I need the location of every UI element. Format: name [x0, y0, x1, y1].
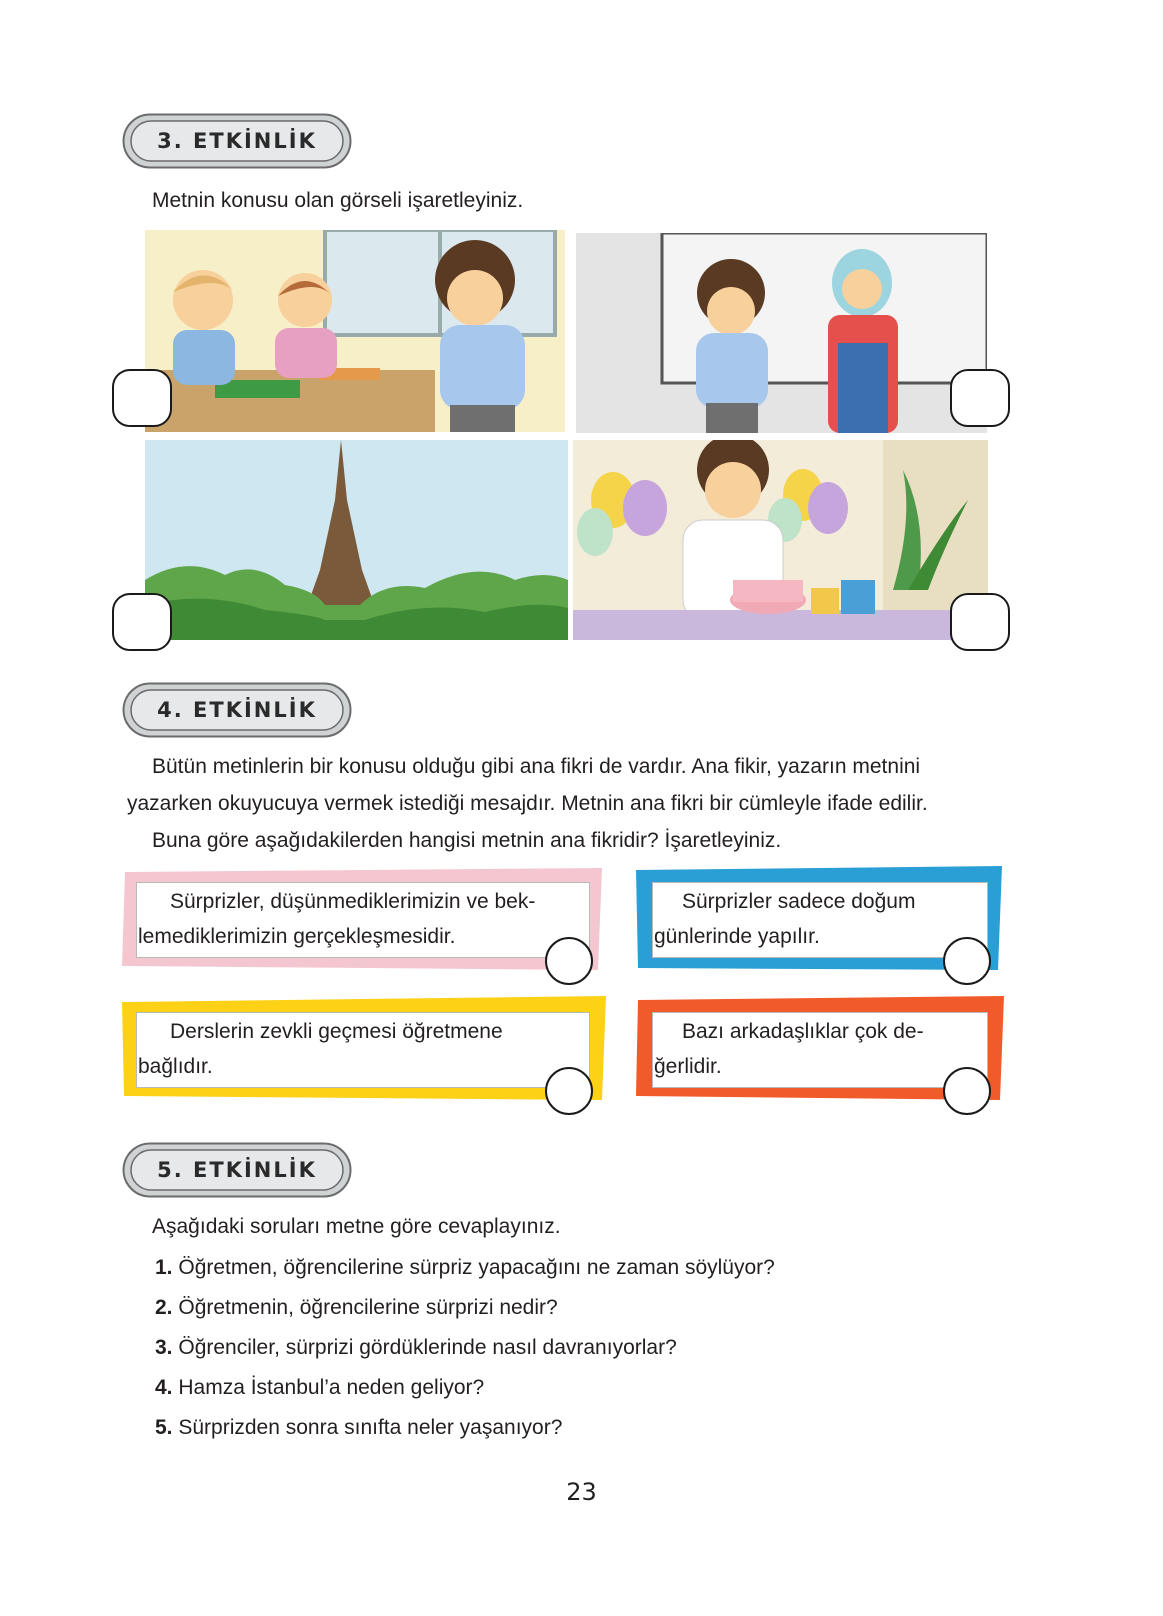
- option-1-line-1: Sürprizler, düşünmediklerimizin ve bek-: [170, 890, 536, 913]
- birthday-checkbox[interactable]: [950, 593, 1010, 651]
- activity3-badge-label: 3. ETKİNLİK: [157, 129, 317, 153]
- image-birthday-party: [573, 440, 988, 640]
- question-2: 2. Öğretmenin, öğrencilerine sürprizi nedir?: [155, 1296, 558, 1319]
- activity5-badge-label: 5. ETKİNLİK: [157, 1158, 317, 1182]
- option-4-line-1: Bazı arkadaşlıklar çok de-: [682, 1020, 924, 1043]
- question-4: 4. Hamza İstanbul’a neden geliyor?: [155, 1376, 485, 1399]
- image-eiffel-tower: [145, 440, 568, 640]
- question-1: 1. Öğretmen, öğrencilerine sürpriz yapacağını ne zaman söylüyor?: [155, 1256, 775, 1279]
- paragraph-line-2: yazarken okuyucuya vermek istediği mesajdır. Metnin ana fikri bir cümleyle ifade edilir.: [127, 792, 928, 815]
- option-card-4[interactable]: [636, 996, 1006, 1102]
- option-card-1[interactable]: [122, 866, 607, 972]
- activity5-badge: [122, 1142, 352, 1198]
- activity5-instruction: Aşağıdaki soruları metne göre cevaplayınız.: [152, 1215, 561, 1238]
- classroom-checkbox[interactable]: [112, 369, 172, 427]
- option-3-line-1: Derslerin zevkli geçmesi öğretmene: [170, 1020, 503, 1043]
- question-5: 5. Sürprizden sonra sınıfta neler yaşanıyor?: [155, 1416, 563, 1439]
- option-2-circle[interactable]: [943, 937, 991, 985]
- paragraph-line-1: Bütün metinlerin bir konusu olduğu gibi ana fikri de vardır. Ana fikir, yazarın metnini: [152, 755, 921, 778]
- image-classroom-teacher: [145, 230, 565, 432]
- option-4-line-2: ğerlidir.: [654, 1055, 722, 1078]
- option-1-line-2: lemediklerimizin gerçekleşmesidir.: [138, 925, 456, 948]
- image-presentation: [576, 233, 987, 433]
- option-1-circle[interactable]: [545, 937, 593, 985]
- option-4-circle[interactable]: [943, 1067, 991, 1115]
- activity4-question: Buna göre aşağıdakilerden hangisi metnin ana fikridir? İşaretleyiniz.: [152, 829, 782, 852]
- activity4-badge: [122, 682, 352, 738]
- activity3-badge: [122, 113, 352, 169]
- activity4-paragraph: [127, 748, 1032, 822]
- question-3: 3. Öğrenciler, sürprizi gördüklerinde nasıl davranıyorlar?: [155, 1336, 677, 1359]
- page-number: 23: [566, 1478, 597, 1506]
- activity4-badge-label: 4. ETKİNLİK: [157, 698, 317, 722]
- eiffel-checkbox[interactable]: [112, 593, 172, 651]
- option-2-line-1: Sürprizler sadece doğum: [682, 890, 916, 913]
- presentation-checkbox[interactable]: [950, 369, 1010, 427]
- option-3-circle[interactable]: [545, 1067, 593, 1115]
- option-card-2[interactable]: [636, 866, 1006, 972]
- option-2-line-2: günlerinde yapılır.: [654, 925, 820, 948]
- option-card-3[interactable]: [122, 996, 607, 1102]
- activity3-instruction: Metnin konusu olan görseli işaretleyiniz.: [152, 189, 524, 212]
- option-3-line-2: bağlıdır.: [138, 1055, 213, 1078]
